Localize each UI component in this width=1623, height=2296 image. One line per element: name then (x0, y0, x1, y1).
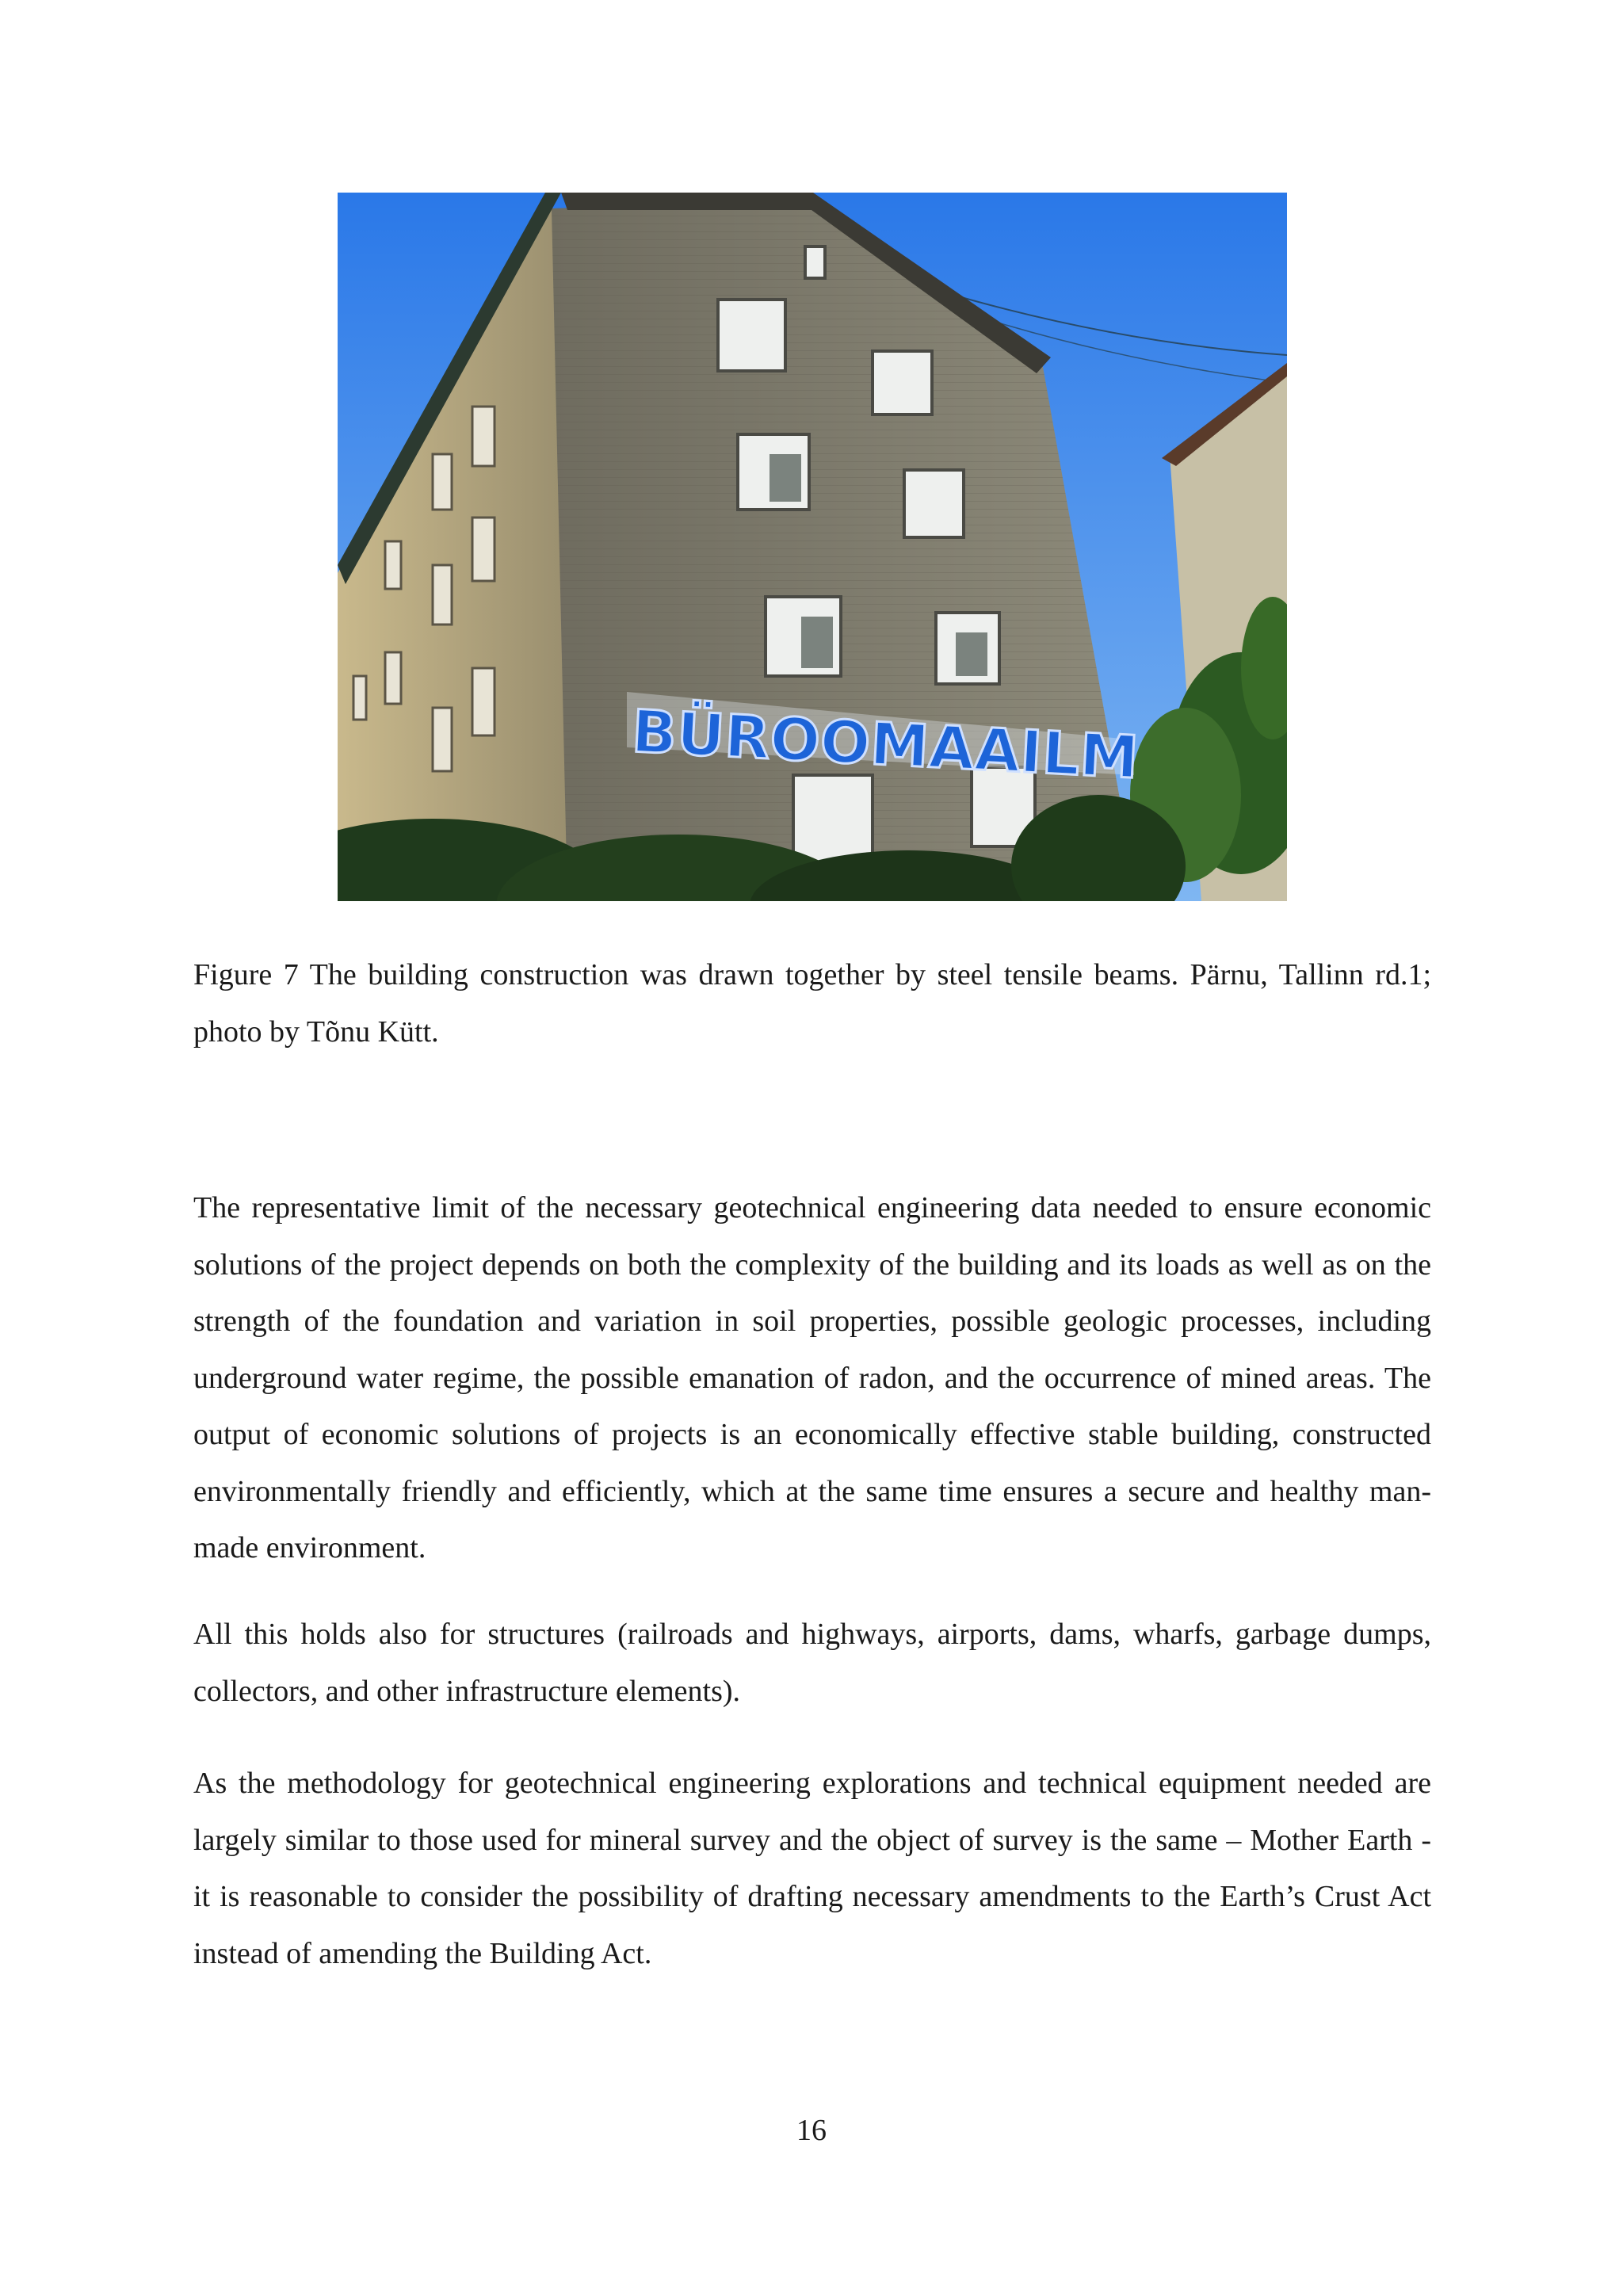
sign-lettering: BÜROOMAAILM (630, 697, 1137, 793)
paragraph-structures: All this holds also for structures (railroads and highways, airports, dams, wharfs, garbage dumps, collectors, and other infrastructure elements). (193, 1618, 1431, 1708)
paragraph-methodology: As the methodology for geotechnical engineering explorations and technical equipment needed are largely similar to those used for mineral survey and the object of survey is the same – Mother Earth - it is reasonable to consider the possibility of drafting necessary amendments to the Earth’s Crust Act instead of amending the Building Act. (193, 1767, 1431, 1970)
building-photo-illustration (338, 193, 1287, 901)
building-photo (338, 193, 1287, 901)
paragraph-geotechnical-data: The representative limit of the necessary geotechnical engineering data needed to ensure economic solutions of the project depends on both the complexity of the building and its loads as well as on the strength of the foundation and variation in soil properties, possible geologic processes, including underground water regime, the possible emanation of radon, and the occurrence of mined areas. The output of economic solutions of projects is an economically effective stable building, constructed environmentally friendly and efficiently, which at the same time ensures a secure and healthy man-made environment. (193, 1191, 1431, 1564)
figure-caption: Figure 7 The building construction was drawn together by steel tensile beams. Pärnu, Tallinn rd.1; photo by Tõnu Kütt. (193, 958, 1431, 1049)
page-number: 16 (796, 2114, 827, 2147)
